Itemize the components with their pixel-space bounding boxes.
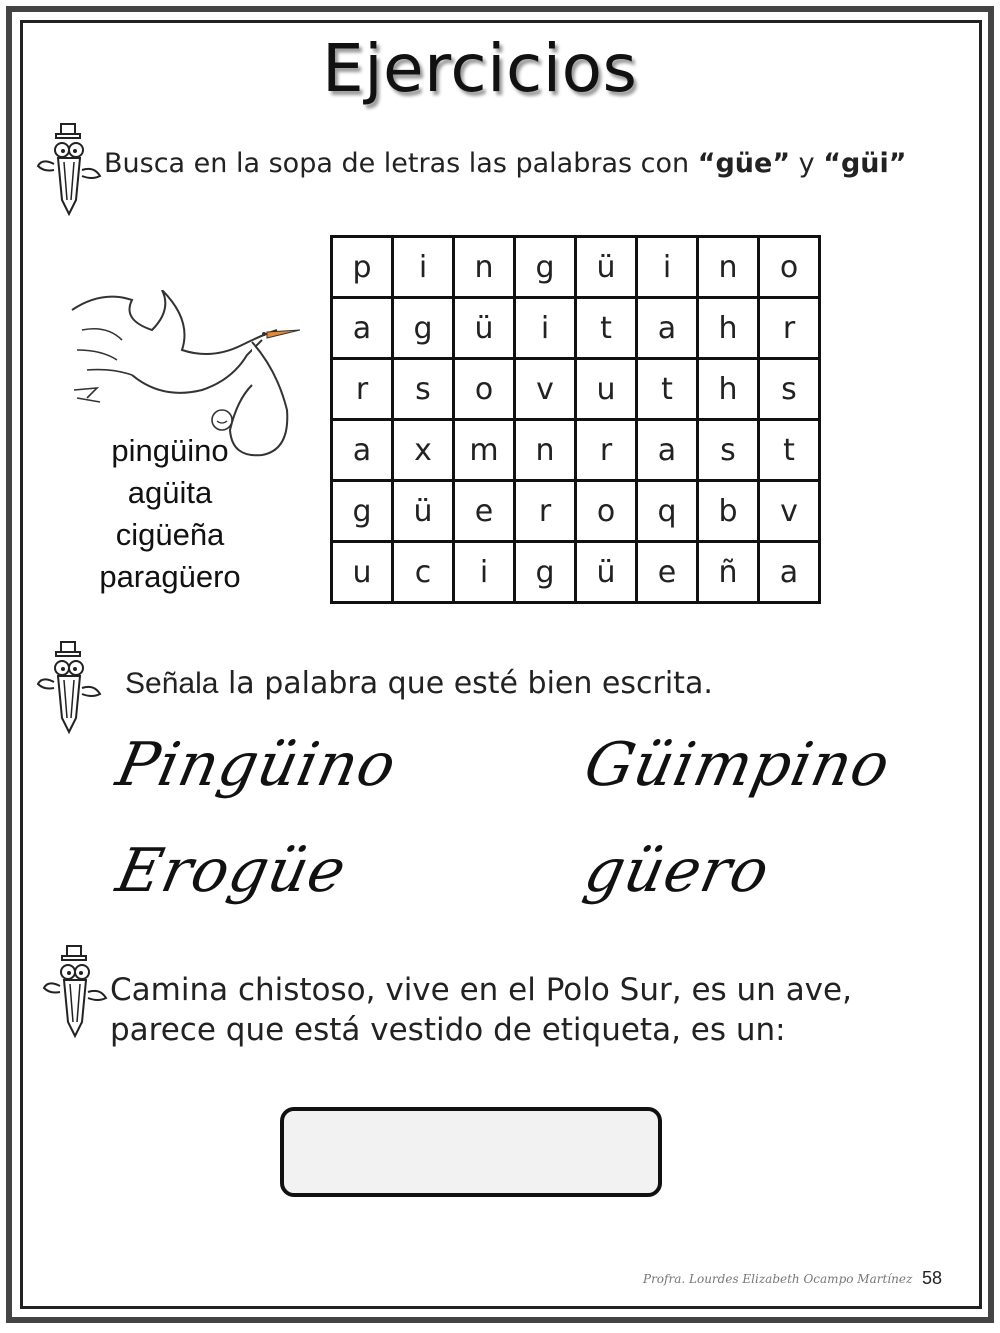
grid-cell[interactable]: v	[759, 481, 820, 542]
word-option[interactable]: güero	[578, 836, 776, 906]
footer-author: Profra. Lourdes Elizabeth Ocampo Martínez	[643, 1272, 913, 1286]
instruction-text: Busca en la sopa de letras las palabras con	[104, 148, 698, 179]
grid-cell[interactable]: g	[332, 481, 393, 542]
word-list-item: cigüeña	[115, 517, 225, 552]
grid-row	[332, 481, 820, 542]
grid-cell[interactable]: v	[515, 359, 576, 420]
grid-cell[interactable]: r	[515, 481, 576, 542]
grid-cell[interactable]: ü	[393, 481, 454, 542]
grid-cell[interactable]: ü	[576, 542, 637, 603]
grid-cell[interactable]: t	[637, 359, 698, 420]
grid-cell[interactable]: o	[576, 481, 637, 542]
grid-cell[interactable]: r	[576, 420, 637, 481]
grid-cell[interactable]: ñ	[698, 542, 759, 603]
exercise-2-instruction	[125, 666, 713, 701]
grid-cell[interactable]: i	[637, 237, 698, 298]
grid-cell[interactable]: ü	[454, 298, 515, 359]
word-option[interactable]: Güimpino	[578, 730, 897, 800]
word-list-item: paragüero	[99, 559, 241, 594]
pencil-character-icon	[34, 118, 106, 218]
grid-cell[interactable]: a	[332, 420, 393, 481]
grid-cell[interactable]: a	[637, 420, 698, 481]
instruction-conj: y	[790, 148, 824, 179]
exercise-1-instruction	[104, 148, 907, 179]
grid-cell[interactable]: a	[759, 542, 820, 603]
grid-cell[interactable]: g	[515, 237, 576, 298]
grid-cell[interactable]: i	[454, 542, 515, 603]
grid-cell[interactable]: i	[515, 298, 576, 359]
grid-cell[interactable]: ü	[576, 237, 637, 298]
answer-input[interactable]	[280, 1107, 662, 1197]
grid-cell[interactable]: b	[698, 481, 759, 542]
grid-cell[interactable]: s	[759, 359, 820, 420]
riddle-line-2: parece que está vestido de etiqueta, es un:	[110, 1012, 786, 1048]
exercise-3-riddle	[110, 970, 852, 1050]
word-list	[70, 430, 270, 598]
riddle-line-1: Camina chistoso, vive en el Polo Sur, es un ave,	[110, 972, 852, 1008]
word-option[interactable]: Pingüino	[110, 730, 403, 800]
grid-cell[interactable]: x	[393, 420, 454, 481]
grid-cell[interactable]: i	[393, 237, 454, 298]
grid-cell[interactable]: e	[637, 542, 698, 603]
grid-cell[interactable]: t	[759, 420, 820, 481]
word-list-item: agüita	[127, 475, 213, 510]
grid-cell[interactable]: p	[332, 237, 393, 298]
grid-cell[interactable]: c	[393, 542, 454, 603]
keyword-gui: “güi”	[823, 148, 907, 179]
grid-cell[interactable]: o	[759, 237, 820, 298]
grid-cell[interactable]: h	[698, 298, 759, 359]
grid-cell[interactable]: q	[637, 481, 698, 542]
grid-row	[332, 359, 820, 420]
grid-cell[interactable]: u	[332, 542, 393, 603]
page-title: Ejercicios	[322, 30, 638, 107]
keyword-gue: “güe”	[697, 148, 791, 179]
grid-cell[interactable]: a	[332, 298, 393, 359]
grid-cell[interactable]: h	[698, 359, 759, 420]
grid-cell[interactable]: n	[454, 237, 515, 298]
grid-cell[interactable]: m	[454, 420, 515, 481]
grid-cell[interactable]: s	[698, 420, 759, 481]
pencil-character-icon	[40, 940, 112, 1040]
grid-cell[interactable]: r	[759, 298, 820, 359]
grid-cell[interactable]: t	[576, 298, 637, 359]
instruction-bold: Señala	[125, 667, 219, 700]
pencil-character-icon	[34, 636, 106, 736]
grid-cell[interactable]: n	[698, 237, 759, 298]
grid-row	[332, 542, 820, 603]
grid-cell[interactable]: g	[515, 542, 576, 603]
page-number: 58	[922, 1268, 943, 1288]
word-list-item: pingüino	[111, 433, 229, 468]
word-search-grid	[330, 235, 821, 604]
grid-cell[interactable]: a	[637, 298, 698, 359]
grid-cell[interactable]: s	[393, 359, 454, 420]
word-option[interactable]: Erogüe	[110, 836, 353, 906]
grid-cell[interactable]: n	[515, 420, 576, 481]
grid-cell[interactable]: e	[454, 481, 515, 542]
grid-row	[332, 298, 820, 359]
grid-cell[interactable]: u	[576, 359, 637, 420]
grid-row	[332, 237, 820, 298]
grid-cell[interactable]: o	[454, 359, 515, 420]
grid-cell[interactable]: r	[332, 359, 393, 420]
grid-row	[332, 420, 820, 481]
instruction-text: la palabra que esté bien escrita.	[218, 666, 713, 701]
grid-cell[interactable]: g	[393, 298, 454, 359]
